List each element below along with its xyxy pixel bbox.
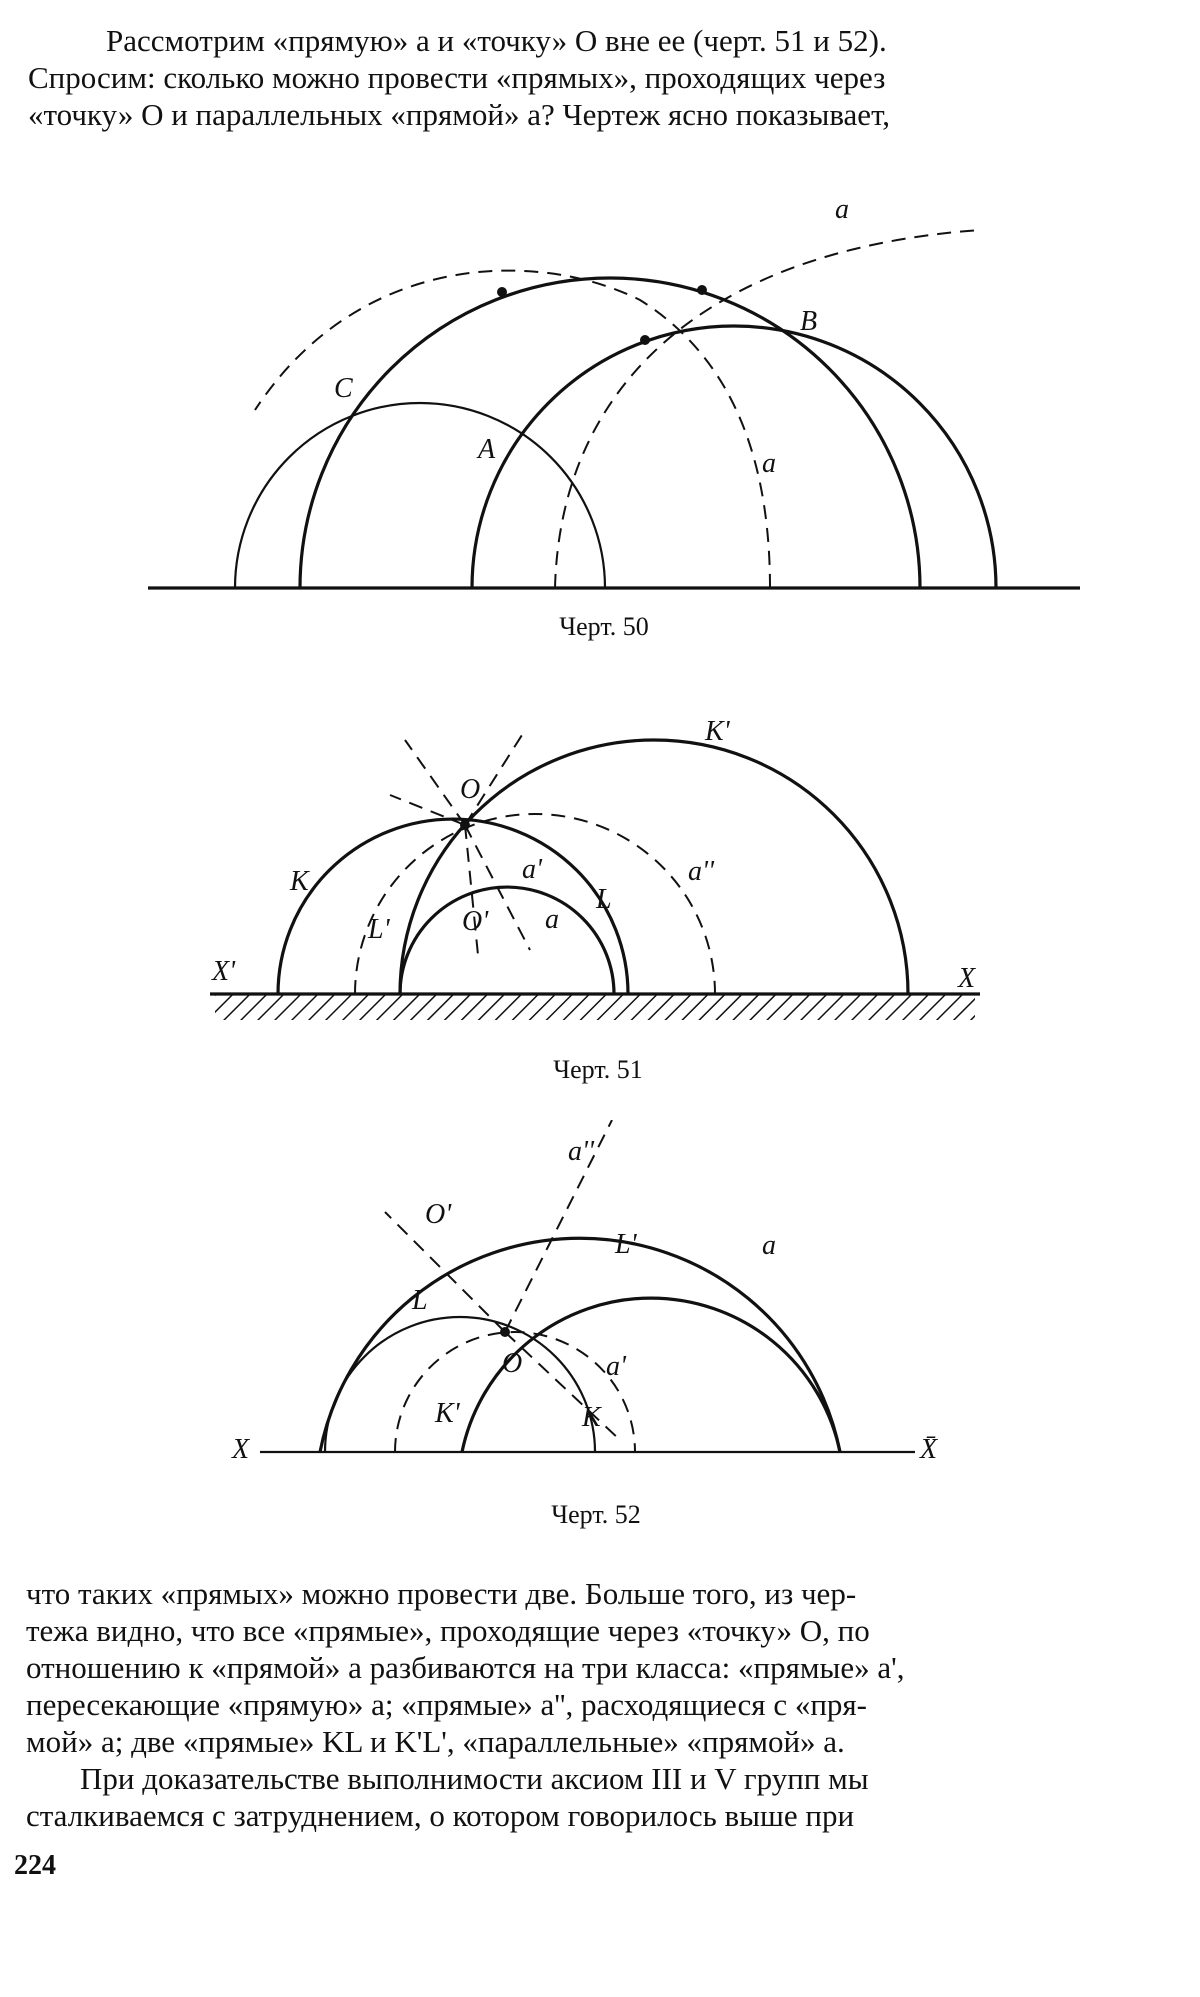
caption-50: Черт. 50: [559, 612, 649, 641]
label-a1: a': [522, 854, 542, 885]
point-O: [460, 820, 470, 830]
label-a-top: a: [835, 194, 849, 225]
label-a: a: [545, 904, 559, 935]
label-X1: X': [212, 956, 236, 987]
text-line: пересекающие «прямую» a; «прямые» a'', расходящиеся с «пря-: [26, 1687, 867, 1722]
label-O: O: [502, 1348, 523, 1379]
point: [497, 287, 507, 297]
label-a2: a'': [568, 1136, 594, 1167]
label-B: B: [800, 306, 818, 337]
body-paragraph: [26, 1575, 1176, 1834]
label-X1: X̄: [920, 1434, 938, 1465]
label-L1: L': [368, 914, 390, 945]
label-a-mid: a: [762, 448, 776, 479]
text-line: мой» a; две «прямые» KL и K'L', «параллельные» «прямой» a.: [26, 1724, 845, 1759]
intro-paragraph: [28, 22, 1178, 133]
arc-inner: [400, 887, 614, 994]
figure-51: [0, 700, 1200, 1040]
figure-52: [0, 1120, 1200, 1490]
label-C: C: [334, 373, 353, 404]
label-L: L: [596, 884, 612, 915]
hatched-ground: [215, 994, 975, 1020]
text-line: «точку» O и параллельных «прямой» a? Чертеж ясно показывает,: [28, 97, 891, 132]
text-line: отношению к «прямой» a разбиваются на три класса: «прямые» a',: [26, 1650, 905, 1685]
point-O: [500, 1327, 510, 1337]
arc-large: [300, 278, 920, 588]
page-number: 224: [14, 1850, 56, 1881]
dashed-ray: [385, 1212, 505, 1332]
label-L1: L': [615, 1229, 637, 1260]
arc-small-left: [235, 403, 605, 588]
text-line: При доказательстве выполнимости аксиом III и V групп мы: [80, 1761, 869, 1796]
label-L: L: [412, 1285, 428, 1316]
label-K: K: [290, 866, 309, 897]
caption-52: Черт. 52: [551, 1500, 641, 1529]
label-O: O: [460, 774, 481, 805]
label-O1: O': [462, 906, 489, 937]
label-K1: K': [705, 716, 730, 747]
label-K: K: [582, 1402, 601, 1433]
label-A: A: [478, 434, 496, 465]
arc-L: [325, 1317, 595, 1452]
figure-50: [0, 140, 1200, 610]
dashed-arc-a-mid: [255, 271, 770, 588]
label-O1: O': [425, 1199, 452, 1230]
label-X: X: [958, 963, 976, 994]
label-a1: a': [606, 1351, 626, 1382]
label-X: X: [232, 1434, 250, 1465]
text-line: что таких «прямых» можно провести две. Больше того, из чер-: [26, 1576, 857, 1611]
text-line: Спросим: сколько можно провести «прямых», проходящих через: [28, 60, 886, 95]
arc-a: [320, 1238, 840, 1452]
dashed-line-a1: [505, 1120, 612, 1332]
label-a: a: [762, 1230, 776, 1261]
text-line: сталкиваемся с затруднением, о котором говорилось выше при: [26, 1798, 855, 1833]
arc-K: [278, 819, 628, 994]
caption-51: Черт. 51: [553, 1055, 643, 1084]
point: [640, 335, 650, 345]
text-line: Рассмотрим «прямую» a и «точку» O вне ее (черт. 51 и 52).: [106, 23, 887, 58]
text-line: тежа видно, что все «прямые», проходящие через «точку» O, по: [26, 1613, 870, 1648]
label-K1: K': [435, 1398, 460, 1429]
label-a2: a'': [688, 856, 714, 887]
dashed-ray: [505, 1332, 620, 1440]
point: [697, 285, 707, 295]
